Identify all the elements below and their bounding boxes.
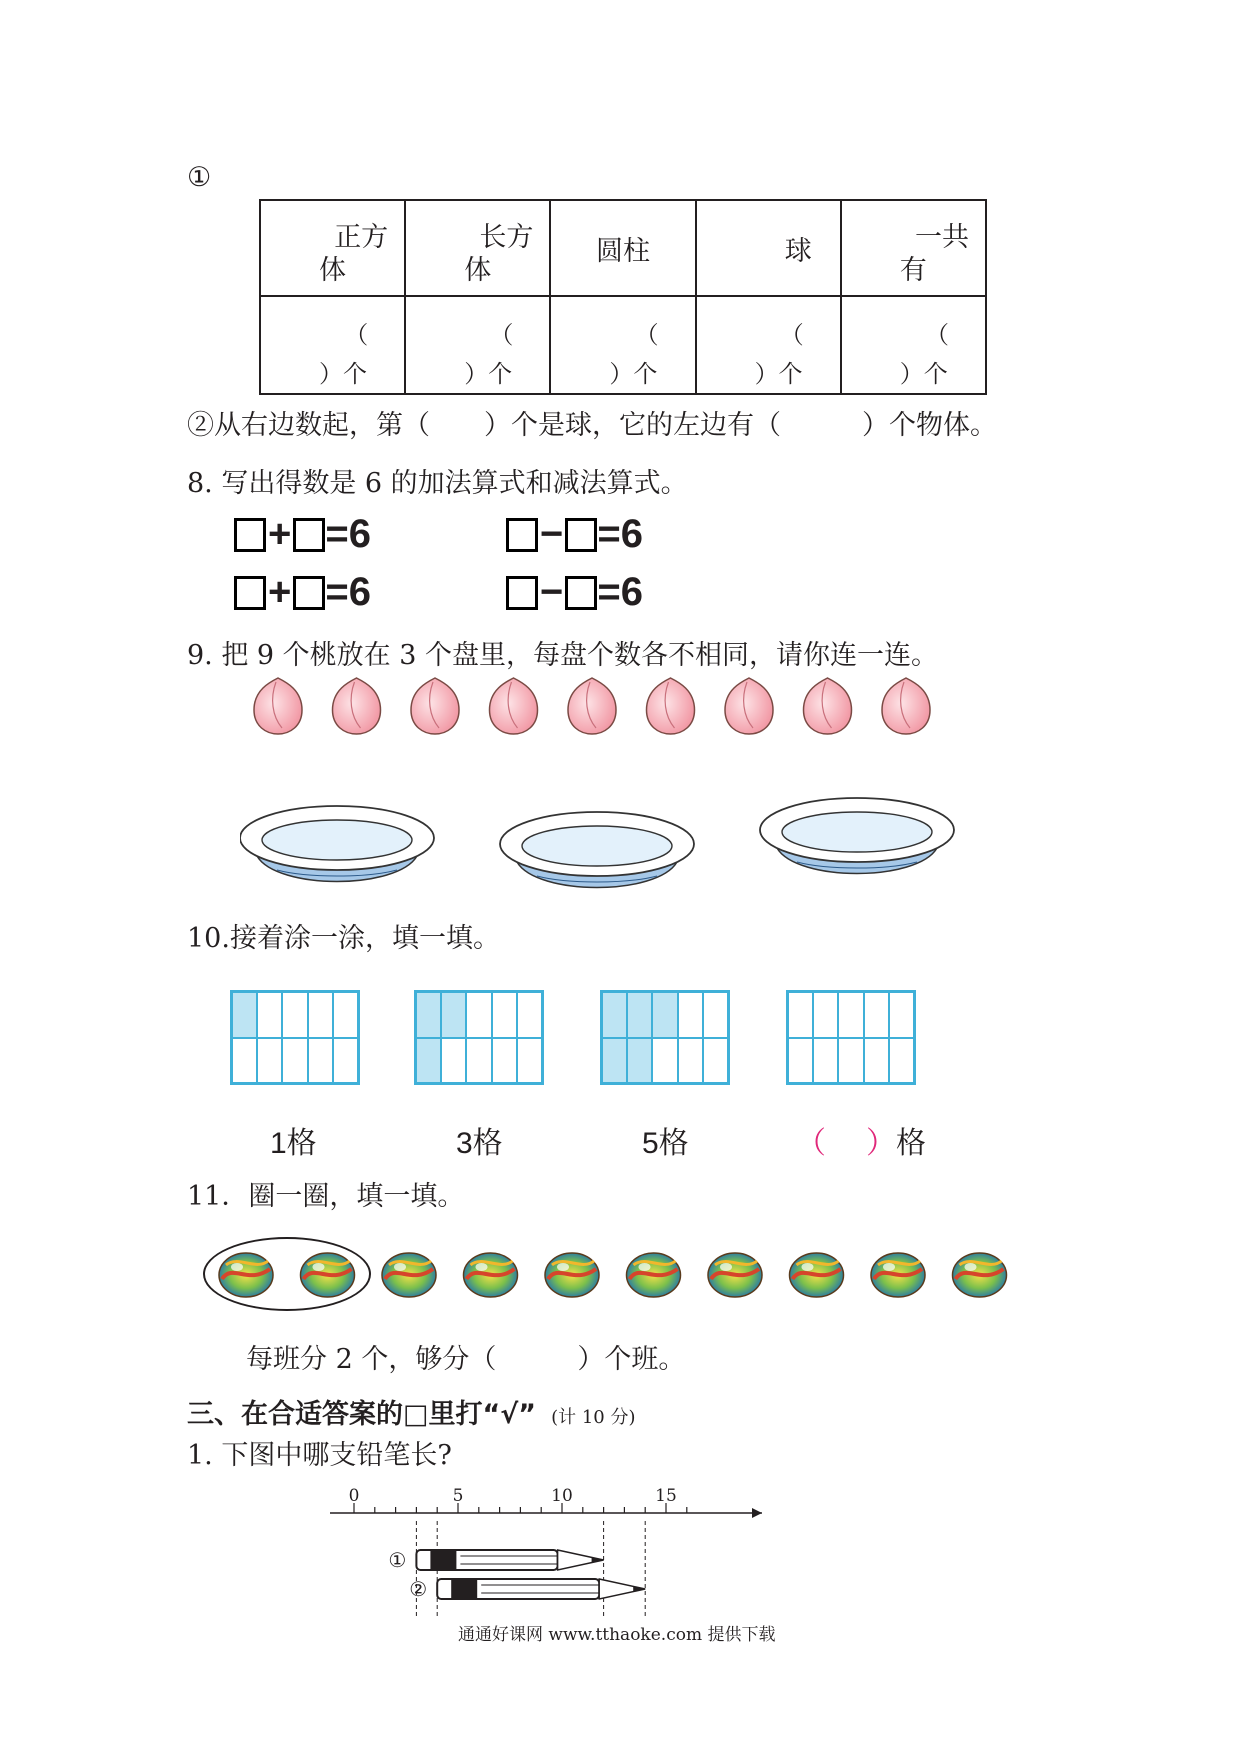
peach-icon[interactable] <box>804 678 852 734</box>
grid-cell[interactable] <box>492 1038 517 1084</box>
ruler-label: 5 <box>452 1486 464 1506</box>
section3-heading-row <box>187 1392 636 1431</box>
grid-cell-filled[interactable] <box>416 1038 441 1084</box>
peach-icon[interactable] <box>647 678 695 734</box>
answer-box[interactable] <box>293 518 325 552</box>
grid-cell-filled[interactable] <box>441 992 466 1038</box>
header-cube: 正方 体 <box>260 200 405 296</box>
answer-box[interactable] <box>234 576 266 610</box>
grid-cell[interactable] <box>838 1038 863 1084</box>
peach-icon[interactable] <box>882 678 930 734</box>
grid-cell[interactable] <box>703 1038 728 1084</box>
blank-open-paren: （ <box>796 1127 826 1160</box>
grid-cell-filled[interactable] <box>416 992 441 1038</box>
grid-cell[interactable] <box>889 1038 914 1084</box>
answer-cell-sphere[interactable]: （ ）个 <box>696 296 841 394</box>
grid-cell[interactable] <box>492 992 517 1038</box>
answer-box[interactable] <box>234 518 266 552</box>
ruler-label: 0 <box>348 1486 360 1506</box>
grid-cell[interactable] <box>517 1038 542 1084</box>
peach-icon[interactable] <box>568 678 616 734</box>
q7-sub2-text: ②从右边数起，第（ ）个是球，它的左边有（ ）个物体。 <box>187 410 997 441</box>
equation-add-1: + =6 <box>234 512 371 557</box>
grid-cell[interactable] <box>864 992 889 1038</box>
marble-icon[interactable] <box>871 1253 925 1297</box>
marble-icon[interactable] <box>708 1253 762 1297</box>
grid-cell[interactable] <box>282 1038 307 1084</box>
footer: 通通好课网 www.tthaoke.com 提供下载 <box>458 1625 776 1645</box>
grid-cell[interactable] <box>652 1038 677 1084</box>
answer-cell-total[interactable]: （ ）个 <box>841 296 986 394</box>
peach-icon[interactable] <box>411 678 459 734</box>
grid-cell[interactable] <box>333 992 358 1038</box>
equation-sub-2: − =6 <box>506 570 643 615</box>
section3-heading: 三、在合适答案的□里打“√” <box>187 1399 537 1430</box>
grid-cell[interactable] <box>703 992 728 1038</box>
marble-icon[interactable] <box>382 1253 436 1297</box>
grid-4-label: （ ）格 <box>796 1127 926 1160</box>
pencil-label: ② <box>409 1577 428 1601</box>
grid-cell[interactable] <box>864 1038 889 1084</box>
grid-cell-filled[interactable] <box>232 992 257 1038</box>
grid-cell[interactable] <box>788 1038 813 1084</box>
answer-cell-cube[interactable]: （ ）个 <box>260 296 405 394</box>
grid-cell[interactable] <box>678 1038 703 1084</box>
equation-sub-1: − =6 <box>506 512 643 557</box>
plate-icon[interactable] <box>500 812 694 888</box>
grid-cell[interactable] <box>466 992 491 1038</box>
count-table <box>259 199 987 395</box>
grid-cell[interactable] <box>282 992 307 1038</box>
answer-box[interactable] <box>565 576 597 610</box>
answer-cell-cuboid[interactable]: （ ）个 <box>405 296 550 394</box>
ruler-label: 15 <box>655 1486 677 1506</box>
peach-icon[interactable] <box>254 678 302 734</box>
grid-cell[interactable] <box>441 1038 466 1084</box>
blank-close-paren: ） <box>866 1127 896 1160</box>
marble-icon[interactable] <box>790 1253 844 1297</box>
grid-2-label: 3格 <box>456 1127 503 1160</box>
grid-cell[interactable] <box>257 1038 282 1084</box>
marble-icon[interactable] <box>464 1253 518 1297</box>
answer-box[interactable] <box>506 518 538 552</box>
grid-3-label: 5格 <box>642 1127 689 1160</box>
grid-cell[interactable] <box>813 992 838 1038</box>
q11-title: 11．圈一圈，填一填。 <box>187 1181 465 1212</box>
header-cuboid: 长方 体 <box>405 200 550 296</box>
plate-row <box>240 790 1000 910</box>
grid-cell[interactable] <box>466 1038 491 1084</box>
marble-icon[interactable] <box>301 1253 355 1297</box>
grid-cell[interactable] <box>308 992 333 1038</box>
peach-icon[interactable] <box>333 678 381 734</box>
equation-add-2: + =6 <box>234 570 371 615</box>
plate-icon[interactable] <box>760 798 954 874</box>
grid-cell[interactable] <box>517 992 542 1038</box>
grid-cell-filled[interactable] <box>627 992 652 1038</box>
q8-title: 8. 写出得数是 6 的加法算式和减法算式。 <box>187 468 688 499</box>
grid-cell[interactable] <box>813 1038 838 1084</box>
grid-3[interactable] <box>600 990 730 1085</box>
grid-cell[interactable] <box>232 1038 257 1084</box>
ruler-label: 10 <box>551 1486 573 1506</box>
peach-icon[interactable] <box>490 678 538 734</box>
grid-1[interactable] <box>230 990 360 1085</box>
q11-sentence: 每班分 2 个，够分（ ）个班。 <box>246 1344 686 1375</box>
answer-cell-cylinder[interactable]: （ ）个 <box>550 296 695 394</box>
grid-cell-filled[interactable] <box>602 992 627 1038</box>
answer-box[interactable] <box>293 576 325 610</box>
marble-icon[interactable] <box>219 1253 273 1297</box>
header-total: 一共 有 <box>841 200 986 296</box>
q7-sub1-label: ① <box>187 162 212 193</box>
marble-icon[interactable] <box>545 1253 599 1297</box>
header-sphere: 球 <box>696 200 841 296</box>
grid-cell[interactable] <box>678 992 703 1038</box>
grid-4[interactable] <box>786 990 916 1085</box>
marble-icon[interactable] <box>627 1253 681 1297</box>
pencil-1-icon <box>416 1550 603 1570</box>
answer-box[interactable] <box>506 576 538 610</box>
grid-cell-filled[interactable] <box>602 1038 627 1084</box>
pencil-label: ① <box>388 1548 407 1572</box>
grid-1-label: 1格 <box>270 1127 317 1160</box>
grid-cell-filled[interactable] <box>652 992 677 1038</box>
marble-icon[interactable] <box>953 1253 1007 1297</box>
grid-cell-filled[interactable] <box>627 1038 652 1084</box>
grid-cell[interactable] <box>788 992 813 1038</box>
plate-icon[interactable] <box>240 806 434 882</box>
ruler-figure <box>330 1470 770 1620</box>
ruler-arrow-icon <box>752 1508 762 1518</box>
grid-cell[interactable] <box>257 992 282 1038</box>
grid-2[interactable] <box>414 990 544 1085</box>
peach-icon[interactable] <box>725 678 773 734</box>
grid-cell[interactable] <box>889 992 914 1038</box>
q10-title: 10.接着涂一涂，填一填。 <box>187 923 500 954</box>
section3-q1-title: 1. 下图中哪支铅笔长? <box>187 1440 452 1471</box>
marble-row <box>210 1247 1030 1307</box>
answer-box[interactable] <box>565 518 597 552</box>
section3-points: (计 10 分) <box>551 1407 636 1428</box>
grid-cell[interactable] <box>333 1038 358 1084</box>
grid-cell[interactable] <box>308 1038 333 1084</box>
peach-row <box>250 670 970 740</box>
grid-cell[interactable] <box>838 992 863 1038</box>
pencil-2-icon <box>437 1579 645 1599</box>
header-cylinder: 圆柱 <box>550 200 695 296</box>
q9-title: 9. 把 9 个桃放在 3 个盘里，每盘个数各不相同，请你连一连。 <box>187 640 939 671</box>
